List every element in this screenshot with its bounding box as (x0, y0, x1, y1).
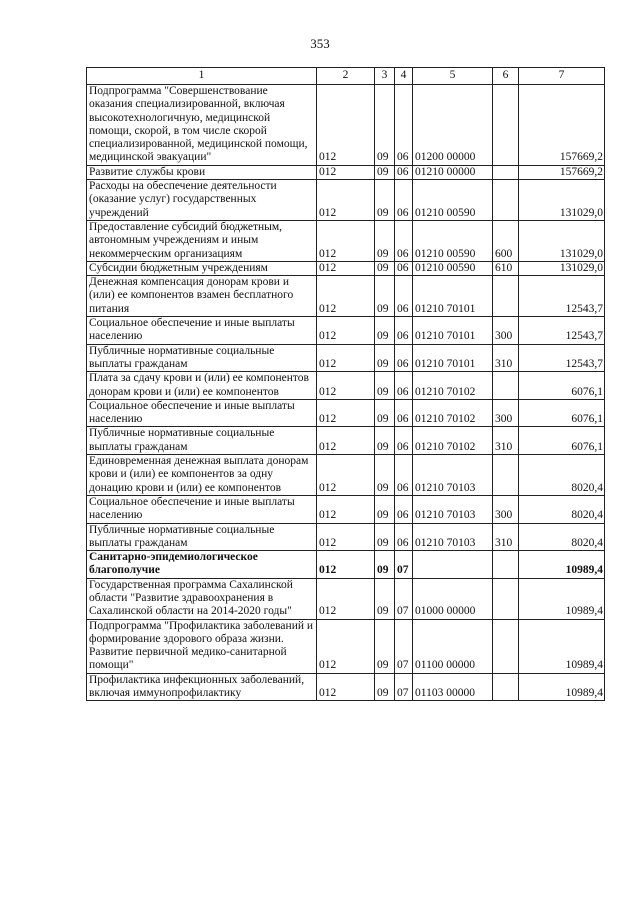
row-description: Расходы на обеспечение деятельности (оказание услуг) государственных учреждений (87, 180, 317, 221)
table-row (87, 673, 605, 701)
cell-section-code: 09 (375, 220, 395, 261)
cell-section-code: 09 (375, 180, 395, 221)
cell-target-article: 01210 70102 (413, 427, 493, 455)
cell-subsection-code: 06 (395, 399, 413, 427)
row-description: Плата за сдачу крови и (или) ее компонентов донорам крови и (или) ее компонентов (87, 372, 317, 400)
cell-section-code: 09 (375, 673, 395, 701)
cell-target-article: 01210 00590 (413, 220, 493, 261)
cell-section-code: 09 (375, 276, 395, 317)
cell-ministry-code: 012 (317, 85, 375, 166)
cell-ministry-code: 012 (317, 427, 375, 455)
table-row (87, 427, 605, 455)
cell-subsection-code: 06 (395, 372, 413, 400)
cell-expense-type: 310 (493, 523, 519, 551)
cell-target-article: 01210 70102 (413, 399, 493, 427)
table-row (87, 165, 605, 179)
cell-amount: 6076,1 (519, 399, 605, 427)
table-row (87, 85, 605, 166)
cell-amount: 10989,4 (519, 619, 605, 673)
cell-section-code: 09 (375, 344, 395, 372)
cell-target-article: 01210 70103 (413, 455, 493, 496)
row-description: Подпрограмма "Совершенствование оказания специализированной, включая высокотехнологичную, медицинской помощи, скорой, в том числе скорой специализированной, медицинской помощи, медицинской эвакуации" (87, 85, 317, 166)
cell-ministry-code: 012 (317, 523, 375, 551)
table-row (87, 261, 605, 275)
cell-ministry-code: 012 (317, 399, 375, 427)
table-row (87, 180, 605, 221)
table-row (87, 578, 605, 619)
cell-ministry-code: 012 (317, 551, 375, 579)
cell-amount: 8020,4 (519, 523, 605, 551)
cell-ministry-code: 012 (317, 673, 375, 701)
cell-subsection-code: 06 (395, 523, 413, 551)
table-row (87, 399, 605, 427)
row-description: Публичные нормативные социальные выплаты гражданам (87, 427, 317, 455)
cell-target-article: 01210 00590 (413, 261, 493, 275)
cell-amount: 10989,4 (519, 551, 605, 579)
cell-target-article: 01000 00000 (413, 578, 493, 619)
table-row (87, 455, 605, 496)
cell-amount: 10989,4 (519, 578, 605, 619)
cell-ministry-code: 012 (317, 619, 375, 673)
cell-ministry-code: 012 (317, 495, 375, 523)
cell-amount: 6076,1 (519, 372, 605, 400)
cell-section-code: 09 (375, 372, 395, 400)
cell-amount: 12543,7 (519, 317, 605, 345)
row-description: Социальное обеспечение и иные выплаты населению (87, 399, 317, 427)
cell-expense-type (493, 276, 519, 317)
cell-target-article: 01210 70101 (413, 317, 493, 345)
cell-subsection-code: 06 (395, 344, 413, 372)
table-row (87, 220, 605, 261)
column-header: 4 (395, 68, 413, 85)
row-description: Подпрограмма "Профилактика заболеваний и формирование здорового образа жизни. Развитие первичной медико-санитарной помощи" (87, 619, 317, 673)
cell-expense-type: 300 (493, 317, 519, 345)
cell-amount: 6076,1 (519, 427, 605, 455)
cell-amount: 12543,7 (519, 344, 605, 372)
row-description: Субсидии бюджетным учреждениям (87, 261, 317, 275)
cell-expense-type (493, 578, 519, 619)
cell-subsection-code: 06 (395, 261, 413, 275)
cell-target-article: 01210 70103 (413, 523, 493, 551)
table-row (87, 495, 605, 523)
row-description: Санитарно-эпидемиологическое благополучие (87, 551, 317, 579)
cell-subsection-code: 07 (395, 551, 413, 579)
table-row (87, 372, 605, 400)
cell-ministry-code: 012 (317, 220, 375, 261)
row-description: Денежная компенсация донорам крови и (или) ее компонентов взамен бесплатного питания (87, 276, 317, 317)
cell-amount: 131029,0 (519, 261, 605, 275)
column-header: 5 (413, 68, 493, 85)
cell-section-code: 09 (375, 85, 395, 166)
cell-target-article: 01210 00000 (413, 165, 493, 179)
cell-expense-type (493, 165, 519, 179)
cell-expense-type (493, 673, 519, 701)
cell-expense-type: 310 (493, 427, 519, 455)
row-description: Профилактика инфекционных заболеваний, включая иммунопрофилактику (87, 673, 317, 701)
cell-section-code: 09 (375, 427, 395, 455)
cell-ministry-code: 012 (317, 578, 375, 619)
row-description: Социальное обеспечение и иные выплаты населению (87, 317, 317, 345)
cell-subsection-code: 06 (395, 317, 413, 345)
cell-ministry-code: 012 (317, 180, 375, 221)
cell-amount: 10989,4 (519, 673, 605, 701)
cell-section-code: 09 (375, 455, 395, 496)
cell-section-code: 09 (375, 399, 395, 427)
cell-expense-type: 300 (493, 495, 519, 523)
cell-target-article: 01200 00000 (413, 85, 493, 166)
cell-expense-type (493, 372, 519, 400)
cell-amount: 8020,4 (519, 495, 605, 523)
cell-ministry-code: 012 (317, 261, 375, 275)
cell-subsection-code: 06 (395, 495, 413, 523)
column-header: 1 (87, 68, 317, 85)
cell-subsection-code: 06 (395, 220, 413, 261)
row-description: Публичные нормативные социальные выплаты гражданам (87, 523, 317, 551)
cell-amount: 12543,7 (519, 276, 605, 317)
cell-subsection-code: 07 (395, 673, 413, 701)
cell-target-article: 01100 00000 (413, 619, 493, 673)
cell-subsection-code: 06 (395, 455, 413, 496)
table-row (87, 344, 605, 372)
table-row (87, 523, 605, 551)
cell-target-article: 01103 00000 (413, 673, 493, 701)
header-row (87, 68, 605, 85)
column-header: 3 (375, 68, 395, 85)
cell-section-code: 09 (375, 317, 395, 345)
table-row (87, 317, 605, 345)
page-number: 353 (310, 36, 330, 51)
cell-ministry-code: 012 (317, 372, 375, 400)
cell-amount: 8020,4 (519, 455, 605, 496)
cell-section-code: 09 (375, 578, 395, 619)
cell-expense-type: 600 (493, 220, 519, 261)
cell-subsection-code: 06 (395, 180, 413, 221)
cell-section-code: 09 (375, 551, 395, 579)
cell-subsection-code: 06 (395, 165, 413, 179)
cell-section-code: 09 (375, 165, 395, 179)
column-header: 6 (493, 68, 519, 85)
cell-ministry-code: 012 (317, 344, 375, 372)
row-description: Предоставление субсидий бюджетным, автономным учреждениям и иным некоммерческим организациям (87, 220, 317, 261)
cell-section-code: 09 (375, 523, 395, 551)
table-row (87, 276, 605, 317)
cell-expense-type (493, 180, 519, 221)
cell-target-article: 01210 70102 (413, 372, 493, 400)
row-description: Государственная программа Сахалинской области "Развитие здравоохранения в Сахалинской области на 2014-2020 годы" (87, 578, 317, 619)
table-row (87, 619, 605, 673)
cell-amount: 157669,2 (519, 165, 605, 179)
cell-section-code: 09 (375, 495, 395, 523)
cell-ministry-code: 012 (317, 276, 375, 317)
table-row (87, 551, 605, 579)
cell-expense-type (493, 551, 519, 579)
cell-expense-type: 300 (493, 399, 519, 427)
cell-ministry-code: 012 (317, 455, 375, 496)
cell-amount: 157669,2 (519, 85, 605, 166)
cell-target-article: 01210 70103 (413, 495, 493, 523)
cell-amount: 131029,0 (519, 180, 605, 221)
cell-expense-type: 310 (493, 344, 519, 372)
row-description: Единовременная денежная выплата донорам крови и (или) ее компонентов за одну донацию крови и (или) ее компонентов (87, 455, 317, 496)
cell-subsection-code: 06 (395, 85, 413, 166)
cell-subsection-code: 07 (395, 578, 413, 619)
column-header: 7 (519, 68, 605, 85)
cell-ministry-code: 012 (317, 165, 375, 179)
cell-target-article: 01210 70101 (413, 276, 493, 317)
row-description: Публичные нормативные социальные выплаты гражданам (87, 344, 317, 372)
cell-subsection-code: 06 (395, 276, 413, 317)
cell-subsection-code: 06 (395, 427, 413, 455)
cell-section-code: 09 (375, 261, 395, 275)
cell-subsection-code: 07 (395, 619, 413, 673)
cell-expense-type (493, 619, 519, 673)
cell-expense-type (493, 455, 519, 496)
cell-target-article: 01210 00590 (413, 180, 493, 221)
cell-section-code: 09 (375, 619, 395, 673)
row-description: Развитие службы крови (87, 165, 317, 179)
cell-ministry-code: 012 (317, 317, 375, 345)
cell-target-article: 01210 70101 (413, 344, 493, 372)
cell-amount: 131029,0 (519, 220, 605, 261)
column-header: 2 (317, 68, 375, 85)
cell-target-article (413, 551, 493, 579)
cell-expense-type: 610 (493, 261, 519, 275)
cell-expense-type (493, 85, 519, 166)
row-description: Социальное обеспечение и иные выплаты населению (87, 495, 317, 523)
budget-table (86, 67, 605, 701)
